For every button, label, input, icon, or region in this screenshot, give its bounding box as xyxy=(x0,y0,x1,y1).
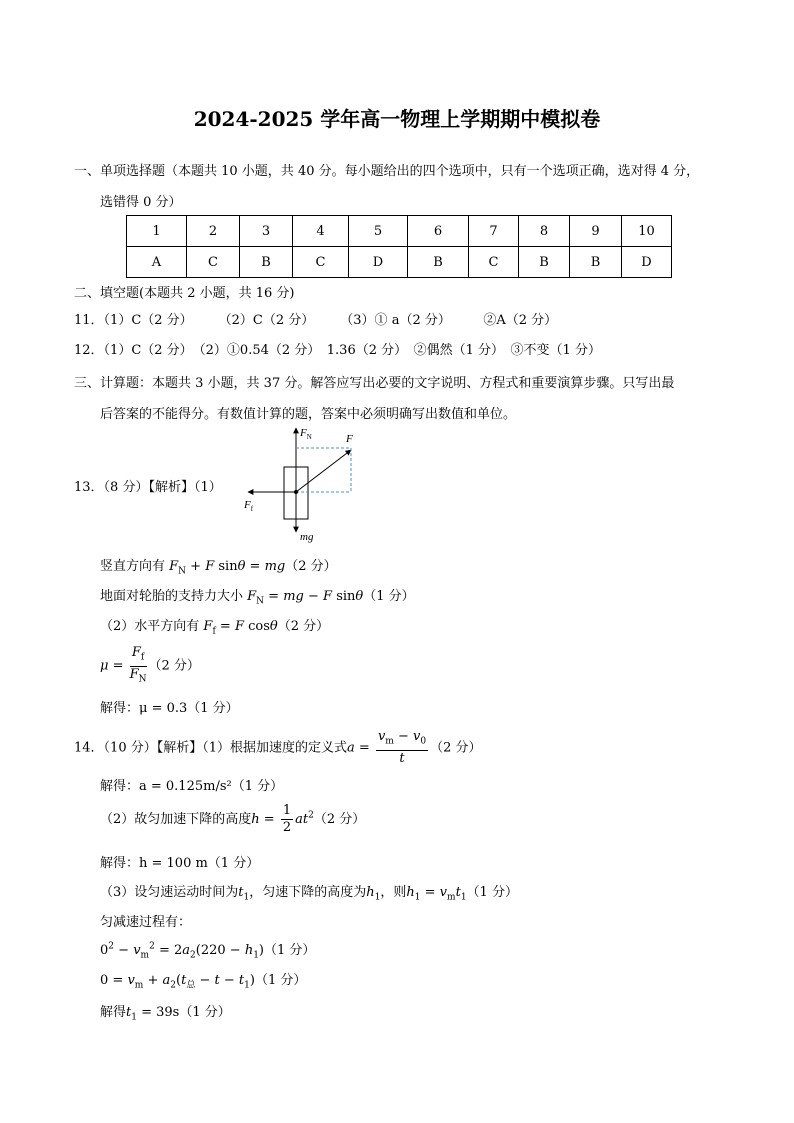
q13-line2: 地面对轮胎的支持力大小 $F_N$ = mg − F sinθ（1 分） xyxy=(100,589,415,607)
q14-line4: （3）设匀速运动时间为$t_1$，匀速下降的高度为$h_1$，则$h_1 = v_mt_1(1$ 分） xyxy=(100,885,518,903)
number-cell: 2 xyxy=(187,216,240,247)
number-cell: 7 xyxy=(469,216,519,247)
q11-answer: 11．（1）C（2 分） （2）C（2 分） （3）① a（2 分） ②A（2 分） xyxy=(74,313,558,328)
q14-line7: $0 = v_m + a_2(t_总 - t - t_1)(1$ 分） xyxy=(100,973,307,991)
force-diagram xyxy=(238,420,368,546)
q14-line8: 解得$t_1 = 39s(1$ 分） xyxy=(100,1005,231,1023)
q14-line1: 解得：a = 0.125m/s²（1 分） xyxy=(100,779,284,794)
pull-force-arrow xyxy=(296,450,351,492)
q14-line3: 解得：h = 100 m（1 分） xyxy=(100,856,260,871)
q13-line4: μ = $\frac{F_f}{F_N}$ （2 分） xyxy=(100,645,200,685)
number-cell: 6 xyxy=(408,216,469,247)
page-title: 2024-2025 学年高一物理上学期期中模拟卷 xyxy=(193,107,601,131)
answer-cell: C xyxy=(293,247,349,278)
answer-cell: D xyxy=(349,247,408,278)
fn-label: $F_N$ xyxy=(300,427,312,441)
number-cell: 4 xyxy=(293,216,349,247)
section1-heading: 一、单项选择题（本题共 10 小题，共 40 分。每小题给出的四个选项中，只有一个选项正确，选对得 4 分， xyxy=(74,164,700,179)
answer-cell: D xyxy=(622,247,672,278)
q13-line3: （2）水平方向有 $F_f = F$ cosθ（2 分） xyxy=(100,619,330,637)
answer-cell: B xyxy=(519,247,570,278)
answer-cell: C xyxy=(187,247,240,278)
section1-heading-cont: 选错得 0 分） xyxy=(100,195,182,210)
q13-line5: 解得：μ = 0.3（1 分） xyxy=(100,701,239,716)
q14-line2: （2）故匀加速下降的高度h = $\frac{1}{2}$ $at^2(2$ 分） xyxy=(100,803,366,835)
section3-heading-cont: 后答案的不能得分。有数值计算的题，答案中必须明确写出数值和单位。 xyxy=(100,407,517,422)
q14-line6: $0^2 - v_m^2 = 2a_2(220 - h_1)(1$ 分） xyxy=(100,941,316,961)
ff-label: $F_f$ xyxy=(244,499,254,513)
number-cell: 3 xyxy=(240,216,293,247)
answer-cell: A xyxy=(127,247,187,278)
f-label: F xyxy=(346,433,353,445)
number-cell: 9 xyxy=(570,216,622,247)
q14-line5: 匀减速过程有： xyxy=(100,915,192,930)
answer-cell: B xyxy=(408,247,469,278)
answer-cell: C xyxy=(469,247,519,278)
q12-answer: 12．（1）C（2 分） （2）①0.54（2 分） 1.36（2 分） ②偶然（1 分） ③不变（1 分） xyxy=(74,343,601,358)
answer-table-answer-row xyxy=(127,247,672,278)
q13-intro: 13．（8 分）【解析】（1） xyxy=(74,480,222,495)
answer-table xyxy=(126,215,672,278)
q13-line1: 竖直方向有 $F_N + F$ sinθ = mg（2 分） xyxy=(100,559,337,577)
number-cell: 10 xyxy=(622,216,672,247)
answer-table-number-row xyxy=(127,216,672,247)
answer-cell: B xyxy=(570,247,622,278)
section3-heading: 三、计算题：本题共 3 小题，共 37 分。解答应写出必要的文字说明、方程式和重要演算步骤。只写出最 xyxy=(74,376,675,391)
number-cell: 1 xyxy=(127,216,187,247)
center-dot xyxy=(294,490,298,494)
number-cell: 5 xyxy=(349,216,408,247)
mg-label: mg xyxy=(300,531,314,543)
answer-cell: B xyxy=(240,247,293,278)
number-cell: 8 xyxy=(519,216,570,247)
q14-intro: 14．（10 分）【解析】（1）根据加速度的定义式a = $\frac{v_m - v_0}{t}$ （2 分） xyxy=(74,729,482,766)
section2-heading: 二、填空题(本题共 2 小题，共 16 分) xyxy=(74,286,295,301)
